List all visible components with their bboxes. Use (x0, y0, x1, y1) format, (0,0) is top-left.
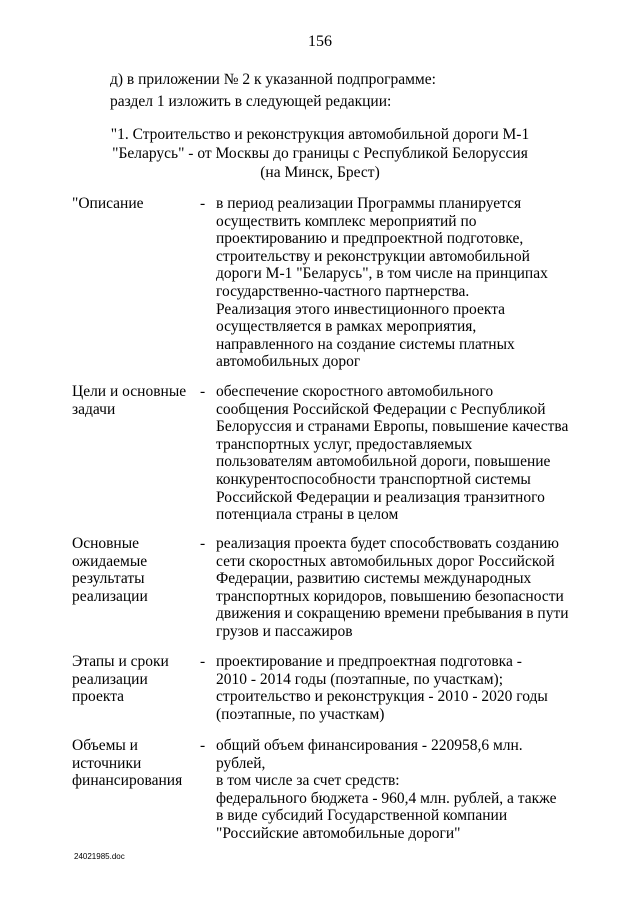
section-dash: - (200, 195, 206, 212)
label-line: проекта (72, 688, 125, 706)
text-line: государственно-частного партнерства. (216, 282, 470, 300)
text-line: (поэтапные, по участкам) (216, 705, 385, 723)
section-text (216, 653, 572, 723)
text-line: реализация проекта будет способствовать созданию (216, 535, 560, 552)
section-text (216, 195, 572, 371)
text-line: 2010 - 2014 годы (поэтапные, по участкам); (216, 670, 504, 688)
label-line: "Описание (72, 195, 144, 212)
text-line: Российской Федерации и реализация транзитного (216, 488, 545, 506)
intro-line-2: раздел 1 изложить в следующей редакции: (110, 93, 392, 110)
text-line: строительство и реконструкция - 2010 - 2020 годы (216, 688, 548, 706)
label-line: Цели и основные (72, 383, 187, 400)
section-dash: - (200, 535, 206, 552)
text-line: федерального бюджета - 960,4 млн. рублей, а также (216, 789, 557, 807)
text-line: дороги М-1 "Беларусь", в том числе на принципах (216, 265, 548, 283)
section-label (72, 653, 190, 706)
section-dash: - (200, 383, 206, 400)
text-line: обеспечение скоростного автомобильного (216, 383, 494, 400)
text-line: сообщения Российской Федерации с Республикой (216, 400, 546, 418)
text-line: проектированию и предпроектной подготовке, (216, 230, 524, 248)
text-line: сети скоростных автомобильных дорог Российской (216, 552, 555, 570)
text-line: в виде субсидий Государственной компании (216, 807, 508, 825)
text-line: грузов и пассажиров (216, 622, 353, 640)
label-line: ожидаемые (72, 552, 148, 570)
section-text (216, 535, 572, 641)
section-dash: - (200, 653, 206, 670)
text-line: "Российские автомобильные дороги" (216, 824, 461, 842)
section-label (72, 535, 190, 605)
heading-line: "1. Строительство и реконструкция автомобильной дороги М-1 (110, 126, 530, 143)
section-text (216, 737, 572, 843)
section-label (72, 383, 190, 418)
footer-filename: 24021985.doc (74, 852, 125, 861)
text-line: в период реализации Программы планируется (216, 195, 522, 212)
label-line: реализации (72, 587, 148, 605)
text-line: пользователям автомобильной дороги, повышение (216, 453, 551, 471)
text-line: строительству и реконструкции автомобильной (216, 247, 530, 265)
text-line: проектирование и предпроектная подготовка - (216, 653, 522, 670)
label-line: Объемы и (72, 737, 138, 754)
section-label (72, 737, 190, 790)
heading-line: "Беларусь" - от Москвы до границы с Республикой Белоруссия (112, 145, 528, 162)
text-line: автомобильных дорог (216, 353, 361, 371)
label-line: задачи (72, 400, 116, 418)
section-dash: - (200, 737, 206, 754)
text-line: потенциала страны в целом (216, 506, 399, 524)
intro-line-1: д) в приложении № 2 к указанной подпрограмме: (110, 71, 436, 88)
section-heading (80, 125, 560, 182)
text-line: транспортных услуг, предоставляемых (216, 435, 473, 453)
text-line: Реализация этого инвестиционного проекта (216, 300, 506, 318)
label-line: результаты (72, 570, 145, 588)
section-label (72, 195, 190, 213)
text-line: в том числе за счет средств: (216, 772, 400, 790)
page-number: 156 (308, 33, 332, 50)
text-line: движения и сокращению времени пребывания в пути (216, 605, 569, 623)
text-line: осуществляется в рамках мероприятия, (216, 318, 477, 336)
label-line: Этапы и сроки (72, 653, 169, 670)
section-text (216, 383, 572, 524)
label-line: источники (72, 754, 142, 772)
label-line: Основные (72, 535, 140, 552)
text-line: общий объем финансирования - 220958,6 млн. рублей, (216, 737, 523, 772)
text-line: конкурентоспособности транспортной системы (216, 470, 531, 488)
text-line: направленного на создание системы платных (216, 335, 515, 353)
label-line: реализации (72, 670, 148, 688)
text-line: Белоруссия и странами Европы, повышение качества (216, 418, 569, 436)
label-line: финансирования (72, 772, 183, 790)
text-line: осуществить комплекс мероприятий по (216, 212, 477, 230)
text-line: транспортных коридоров, повышению безопасности (216, 587, 564, 605)
text-line: Федерации, развитию системы международных (216, 570, 532, 588)
heading-line: (на Минск, Брест) (260, 164, 380, 181)
